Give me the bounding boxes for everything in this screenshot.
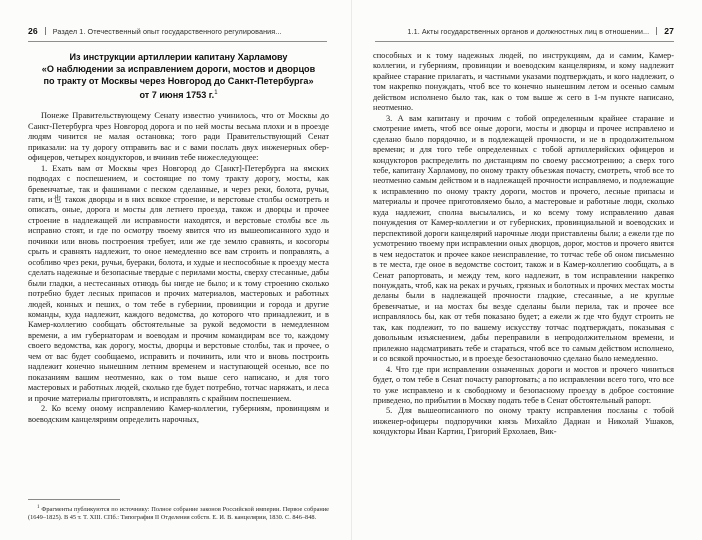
- right-head-rule: [375, 41, 674, 42]
- right-running-head-title: 1.1. Акты государственных органов и должностных лиц в отношении...: [407, 27, 650, 36]
- footnote-marker: 1: [37, 504, 40, 510]
- footnote: [28, 504, 329, 522]
- footnote-rule: [28, 499, 120, 500]
- document-title-line-3: по тракту от Москвы через Новгород до Санкт-Петербурга»: [43, 76, 314, 87]
- left-head-rule: [28, 41, 327, 42]
- running-head-separator: [45, 27, 46, 35]
- right-page-number: 27: [664, 26, 674, 36]
- left-page-number: 26: [28, 26, 38, 36]
- right-running-head: [373, 26, 674, 38]
- left-paragraph-3: 2. Ко всему оному исправлению Камер-коллегии, губерниям, провинциям и воеводским канцеляриям определить нарочных,: [28, 404, 329, 424]
- left-running-head: [28, 26, 329, 38]
- left-running-head-title: Раздел 1. Отечественный опыт государственного регулирования...: [52, 27, 282, 36]
- left-footnote-area: [28, 499, 329, 522]
- right-paragraph-1: способных и к тому надежных людей, по инструкциям, да и самим, Камер-коллегии, и губерниям, провинции и воеводским канцеляриям, и кому надлежит крайнее старание прилагать, и частными указами подтверждать, и кого надлежит, о том накрепко понуждать, чтоб все то конечно нынешним летом и осенью самым действом исполнено было так, как о том выше ж сего в 1-м пункте написано, неотменно.: [373, 51, 674, 113]
- footnote-paragraph: [28, 504, 329, 522]
- document-title-line-1: Из инструкции артиллерии капитану Харламову: [69, 52, 288, 62]
- right-body-text: [373, 51, 674, 438]
- document-title: [38, 51, 319, 101]
- document-title-line-4: [38, 87, 319, 101]
- running-head-separator: [656, 27, 657, 35]
- footnote-text: Фрагменты публикуются по источнику: Полное собрание законов Российской империи. Первое собрание (1649–1825). В 45 т. Т. XIII. СПб.: Типография II Отделения собств. Е. И. В. канцелярии, 1830. С. 846–848.: [28, 505, 329, 521]
- document-title-date: от 7 июня 1753 г.: [139, 90, 215, 101]
- right-paragraph-4: 5. Для вышеописанного по оному тракту исправления посланы с тобой инженер-офицеры подпоручики князь Михайло Дадиан и Николай Ушаков, кондукторы Иван Картин, Григорий Ерхолаев, Вик-: [373, 406, 674, 437]
- left-body-text: [28, 111, 329, 425]
- right-paragraph-2: 3. А вам капитану и прочим с тобой определенным крайнее старание и смотрение иметь, чтоб все оные дороги, мосты и дворцы и прочее исправлено и сделано было порядочно, и в подлежащей прочности, и не в продолжительном времени; и для того тебе определенных с тобой артиллерийских офицеров и кондукторов распределить по дистанциям по своему рассмотрению; а сверх того тебе, капитану Харламову, по оному тракту объезжая почасту, смотреть, чтоб все то неотменно самым действом и в надлежащей прочности исправляемо, и подлежащие к исправлению по оному тракту дороги, мостов и прочего, лесные припасы и материалы и прочее приготовляемо было, а мастеровые и работные люди, сколько куда надлежит, сполна высылались, и ко всему тому исправлению давая понуждения от Камер-коллегии и от губернских, провинциальной и воеводских и перспективой дороги канцелярий нарочные люди приставлены были; а ежели где по усмотрению твоему при исправлении оных дворцов, дорог, мостов и прочего явится в чем недостаток и прочее какое неисправление, то тотчас тебе об оном письменно в те места, где оное в ведомстве состоит, також и в Камер-коллегию сообщать, а в Сенат рапортовать, и между тем, кого надлежит, в том исправлении накрепко понуждать, чтоб, как на реках и ручьях, грязных и болотных и прочих местах мосты деланы были в надлежащей прочности гладкие, стесанные, а не круглые бревенчатые, и на мостах бы везде сделаны были перила, так и прочее все исправлялось бы, как от тебя показано будет; а ежели ж где что будут строить не так, как подлежит, то по вашему искусству тотчас подтверждать, показывая с довольным изъяснением, дабы переправили в непродолжительном времени, и прилежно надсматривать тебе и стараться, чтоб все то самым действом исполнено, и со всякой прочностью, и в проезде безостановочно сделано было немедленно.: [373, 113, 674, 364]
- right-paragraph-3: 4. Что где при исправлении означенных дороги и мостов и прочего чиниться будет, о том тебе в Сенат почасту рапортовать; а по исправлении всего того, что все то уже исправлено и к свободному и безопасному проезду в доброе состояние приведено, по прибытии в Москву подать тебе в Сенат обстоятельный рапорт.: [373, 364, 674, 405]
- right-page: [351, 0, 702, 540]
- left-paragraph-1: Понеже Правительствующему Сенату известно учинилось, что от Москвы до Санкт-Петербурга чрез Новгород дорога и по ней мосты весьма плохи и в проезде людям чинится не малая остановка; того ради Правительствующий Сенат приказали: на ту дорогу отправить вас и с вами послать двух инженерных обер-офицеров, четырех кондукторов, и вчинив тебе нижеследующее:: [28, 111, 329, 163]
- title-footnote-marker: 1: [214, 90, 218, 97]
- left-paragraph-2: 1. Ехать вам от Москвы чрез Новгород до С[анкт]-Петербурга на ямских подводах с поспешением, и состоящие по тому тракту дорогу, мосты, как бревенчатые, так и фашинами с песком сделанные, и через реки, болота, ручьи, гати, и也 також дворцы и в них всякое строение, и верстовые столбы осмотреть и описать, оные, дорога и мосты для летнего проезда, також и дворцы и прочее строение в надлежащей ли исправности находятся, и верстовые столбы все ль исправно стоят, и где по осмотру твоему явится что из вышеописанного худо и починки или вновь построения требует, или же где землю сравнять, и косогоры срыть и сравнять надлежит, то оное немедленно все вам строить и поправлять, а особливо чрез реки, ручьи, буераки, болота, и худые и неспособные к проезду места сделать надежные и безопасные твердые с перилами мосты, сверху стесанные, дабы были гладки, а нестесанных отнюдь бы нигде не было; и к тому строению сколько потребно будет лесных припасов и прочих материалов, мастеровых и работных людей, конных и пеших, о том тебе в губернии, провинции и города и другие команды, куда надлежит, каждого ведомства, до которого что принадлежит, и в Камер-коллегию сообщать обстоятельные за рукой ведомости в немедленном времени, а им губернаторам и воеводам и прочим командирам все то, каждому своего ведомства, как дорогу, мосты, дворцы и верстовые столбы, так и прочее, о чем от вас будет сообщаемо, исправить и починить, или что и вновь построить надлежит конечно нынешним летним временем и наступающей осенью, все по показаниям вашим неотменно, как о том выше сего написано, и для того мастеровых и работных людей, сколько где будет потребно, тотчас наряжать, и леса и прочие материалы приготовлять, и исправлять с крайним поспешением.: [28, 163, 329, 403]
- document-title-line-2: «О наблюдении за исправлением дороги, мостов и дворцов: [41, 64, 316, 75]
